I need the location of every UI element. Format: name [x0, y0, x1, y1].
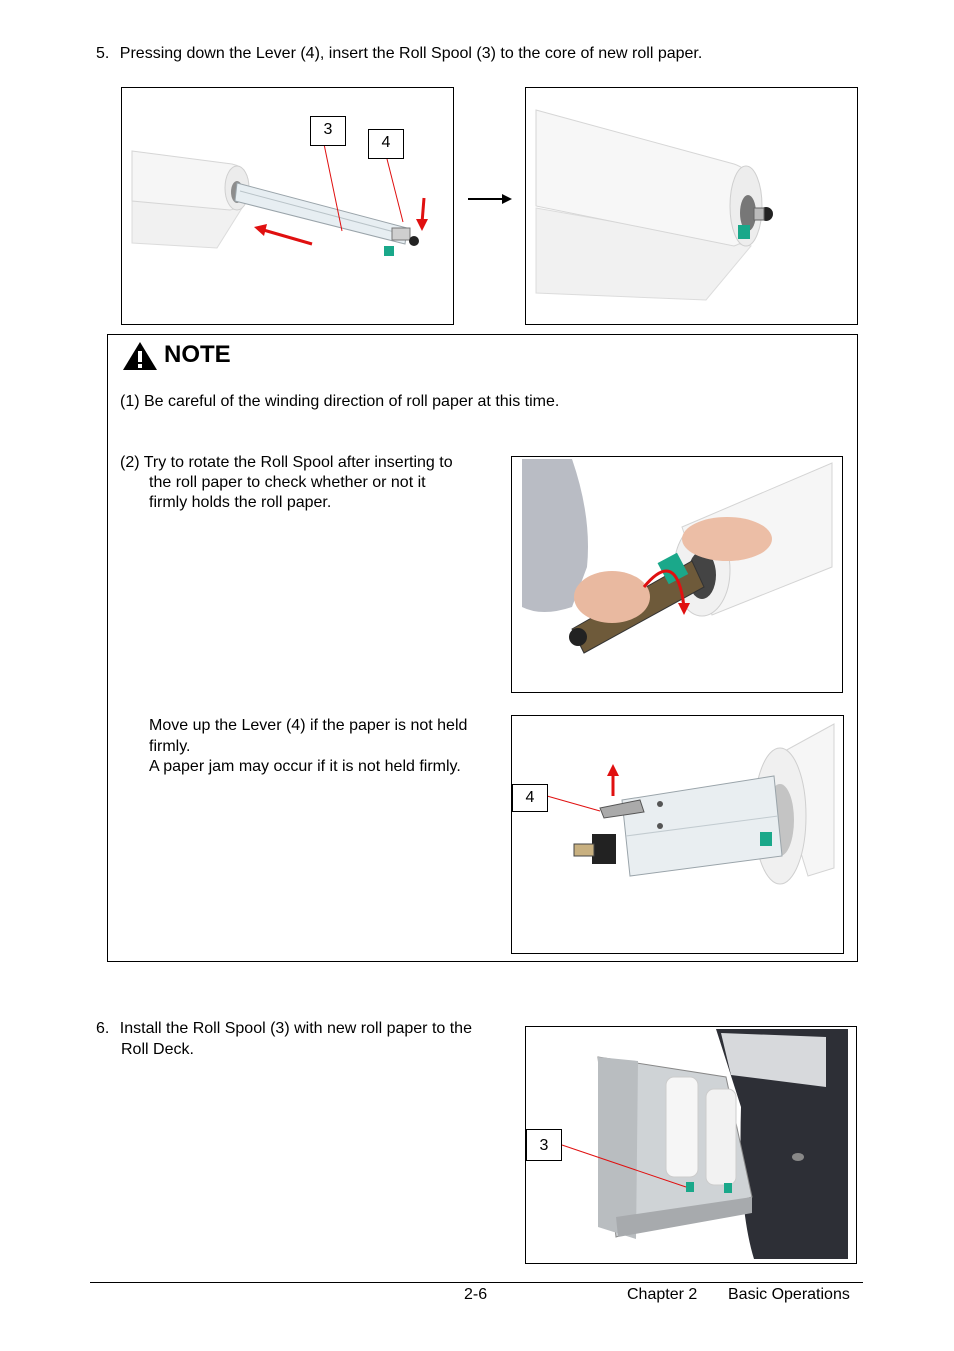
note-item-2b-line-1: Move up the Lever (4) if the paper is not held [149, 717, 468, 734]
note-title: NOTE [164, 341, 231, 368]
step-6-line-1: Install the Roll Spool (3) with new roll paper to the [119, 1020, 472, 1037]
footer-section: Basic Operations [728, 1286, 850, 1303]
note-item-1: (1) Be careful of the winding direction of roll paper at this time. [120, 393, 560, 410]
lever-up-figure [511, 715, 844, 954]
callout-lever: 4 [368, 129, 404, 159]
step-5-number: 5. [96, 45, 110, 62]
step-5-text: Pressing down the Lever (4), insert the Roll Spool (3) to the core of new roll paper. [119, 45, 703, 62]
warning-icon [121, 340, 159, 372]
callout-roll-spool: 3 [526, 1129, 562, 1161]
note-item-2-line-2: the roll paper to check whether or not it [149, 474, 426, 491]
step-6 [96, 1019, 472, 1040]
rotate-spool-figure [511, 456, 843, 693]
note-item-2b-line-2: firmly. [149, 738, 191, 755]
next-arrow-icon [466, 192, 516, 206]
callout-lever: 4 [512, 784, 548, 812]
step-5 [96, 44, 702, 65]
footer-rule [90, 1282, 863, 1283]
footer-chapter: Chapter 2 [627, 1286, 698, 1303]
page-number: 2-6 [464, 1286, 488, 1303]
note-item-2b-line-3: A paper jam may occur if it is not held firmly. [149, 758, 461, 775]
step-6-line-2: Roll Deck. [121, 1041, 194, 1058]
note-item-2-line-3: firmly holds the roll paper. [149, 494, 332, 511]
spool-insert-figure [121, 87, 454, 325]
callout-roll-spool: 3 [310, 116, 346, 146]
roll-deck-figure [525, 1026, 857, 1264]
spool-inserted-figure [525, 87, 858, 325]
roll-deck-illustration [526, 1027, 857, 1264]
lever-up-illustration [512, 716, 844, 954]
rotate-spool-illustration [512, 457, 843, 693]
step-6-number: 6. [96, 1020, 110, 1037]
spool-inserted-illustration [526, 88, 858, 325]
note-item-2-line-1: (2) Try to rotate the Roll Spool after inserting to [120, 454, 453, 471]
spool-insert-illustration [122, 88, 454, 325]
